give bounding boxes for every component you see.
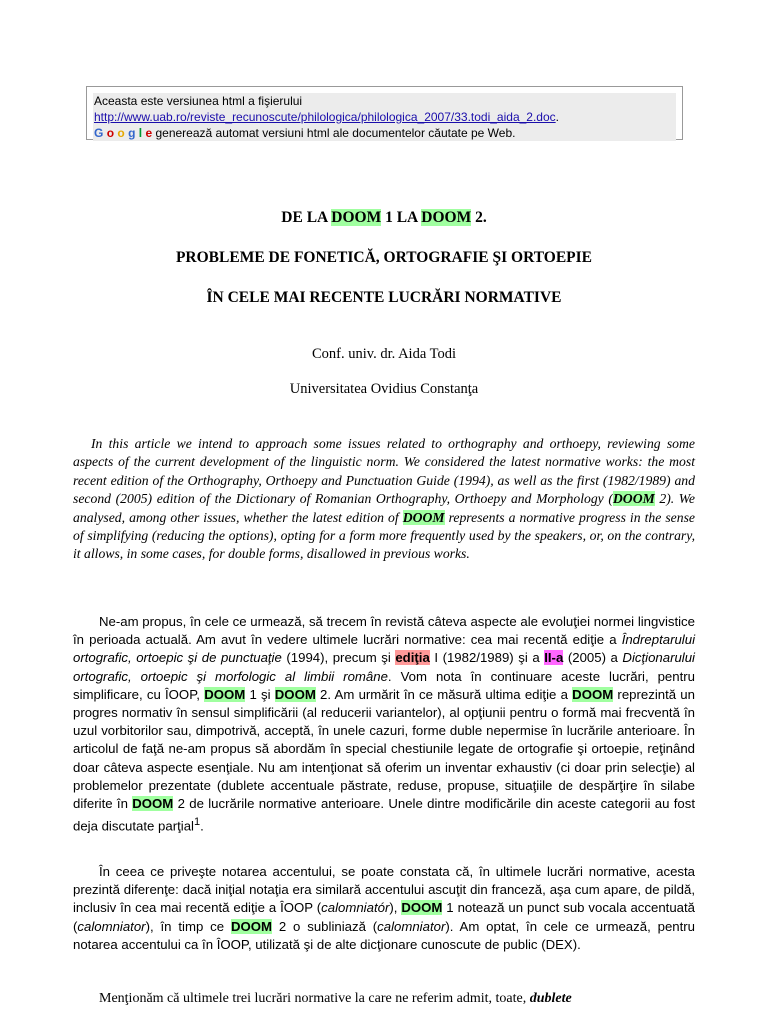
- title-line-1: DE LA DOOM 1 LA DOOM 2.: [281, 209, 487, 226]
- paragraph-3: Menţionăm că ultimele trei lucrări normative la care ne referim admit, toate, dublete: [99, 991, 572, 1006]
- highlight-doom: DOOM: [612, 491, 655, 507]
- highlight-doom: DOOM: [132, 796, 174, 812]
- paragraph-1: Ne-am propus, în cele ce urmează, să trecem în revistă câteva aspecte ale evoluţiei normei lingvistice în perioada actuală. Am avut în vedere ultimele lucrări normative: cea mai recentă ediţie a Îndreptarului ortografic, ortoepic şi de punctuaţie (1994), precum şi ediţia I (1982/1989) şi a II-a (2005) a Dicţionarului ortografic, ortoepic şi morfologic al limbii române. Vom nota în continuare aceste lucrări, pentru simplificare, cu ÎOOP, DOOM 1 şi DOOM 2. Am urmărit în ce măsură ultima ediţie a DOOM reprezintă un progres normativ în sensul simplificării (al reducerii variantelor), al opţiunii pentru o formă mai frecventă în uzul vorbitorilor sau, dimpotrivă, acceptă, în unele cazuri, forme duble nepermise în lucrările anterioare. În articolul de faţă ne-am propus să abordăm în special chestiunile legate de ortografie şi ortoepie, reţinând doar câteva aspecte esenţiale. Nu am intenţionat să oferim un inventar exhaustiv (ci doar prin selecţie) al problemelor prezentate (dublete accentuale păstrate, reduse, propuse, situaţiile de despărţire în silabe diferite în DOOM 2 de lucrările normative anterioare. Unele dintre modificările din aceste categorii au fost deja discutate parţial$^1$.: [73, 614, 695, 834]
- highlight-doom: DOOM: [402, 509, 445, 525]
- title-line-2: PROBLEME DE FONETICĂ, ORTOGRAFIE ŞI ORTOEPIE: [175, 249, 593, 266]
- highlight-doom: DOOM: [421, 209, 472, 226]
- cache-notice-line2: http://www.uab.ro/reviste_recunoscute/philologica/philologica_2007/33.todi_aida_2.doc.: [94, 110, 559, 124]
- footnote-ref[interactable]: 1: [193, 816, 201, 829]
- paragraph-2: În ceea ce priveşte notarea accentului, se poate constata că, în ultimele lucrări normative, acesta prezintă diferenţe: dacă iniţial notaţia era similară accentului ascuţit din franceză, aşa cum apare, de pildă, inclusiv în cea mai recentă ediţie a ÎOOP (calomniatór), DOOM 1 notează un punct sub vocala accentuată (calomniator), în timp ce DOOM 2 o subliniază (calomniator). Am optat, în cele ce urmează, pentru notarea accentului ca în ÎOOP, utilizată şi de alte dicţionare cunoscute de public (DEX).: [73, 864, 695, 952]
- highlight-doom: DOOM: [230, 918, 272, 934]
- highlight-editia: ediţia: [395, 650, 430, 666]
- highlight-doom: DOOM: [401, 900, 443, 916]
- source-document-link[interactable]: http://www.uab.ro/reviste_recunoscute/philologica/philologica_2007/33.todi_aida_2.doc: [94, 110, 556, 124]
- highlight-doom: DOOM: [274, 686, 316, 702]
- cache-notice-line3: G o o g l e generează automat versiuni html ale documentelor căutate pe Web.: [94, 126, 516, 140]
- cache-notice-box: [86, 86, 683, 140]
- author: Conf. univ. dr. Aida Todi: [312, 346, 456, 362]
- highlight-doom: DOOM: [572, 686, 614, 702]
- abstract: In this article we intend to approach some issues related to orthography and orthoepy, reviewing some aspects of the current development of the linguistic norm. We considered the latest normative works: the most recent edition of the Orthography, Orthoepy and Punctuation Guide (1994), as well as the first (1982/1989) and second (2005) edition of the Dictionary of Romanian Orthography, Orthoepy and Morphology (DOOM 2). We analysed, among other issues, whether the latest edition of DOOM represents a normative progress in the sense of simplifying (reducing the options), opting for a form more frequently used by the speakers, or, on the contrary, it allows, in some cases, for double forms, disallowed in previous works.: [73, 436, 695, 562]
- cache-notice: [93, 93, 676, 141]
- affiliation: Universitatea Ovidius Constanţa: [289, 381, 479, 397]
- google-logo: G o o g l e: [94, 126, 153, 140]
- cache-notice-line1: Aceasta este versiunea html a fişierului: [94, 94, 303, 108]
- highlight-doom: DOOM: [204, 686, 246, 702]
- highlight-iia: II-a: [544, 650, 564, 666]
- highlight-doom: DOOM: [331, 209, 382, 226]
- title-line-3: ÎN CELE MAI RECENTE LUCRĂRI NORMATIVE: [206, 289, 562, 306]
